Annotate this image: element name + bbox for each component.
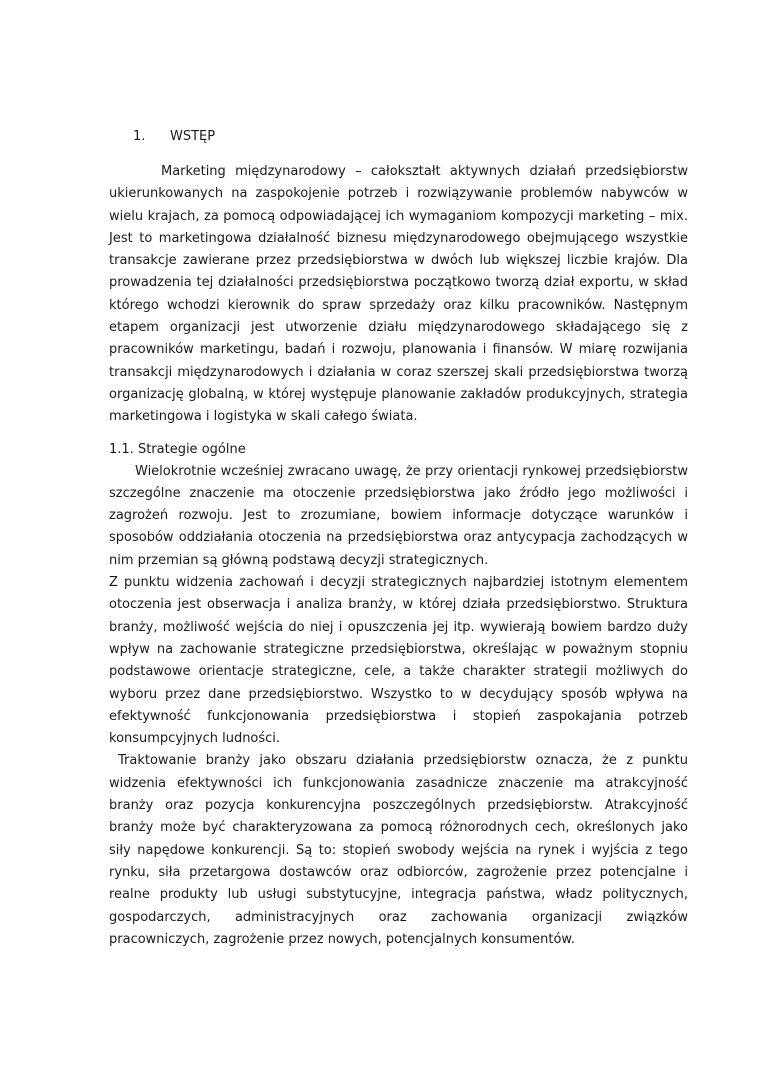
paragraph-strategy-3: Traktowanie branży jako obszaru działania przedsiębiorstw oznacza, że z punktu widzenia efektywności ich funkcjonowania zasadnicze znaczenie ma atrakcyjność branży oraz pozycja konkurencyjna poszczególnych przedsiębiorstw. Atrakcyjność branży może być charakteryzowana za pomocą różnorodnych cech, określonych jako siły napędowe konkurencji. Są to: stopień swobody wejścia na rynek i wyjścia z tego rynku, siła przetargowa dostawców oraz odbiorców, zagrożenie przez potencjalne i realne produkty lub usługi substytucyjne, integracja państwa, władz politycznych, gospodarczych, administracyjnych oraz zachowania organizacji związków pracowniczych, zagrożenie przez nowych, potencjalnych konsumentów.: [109, 753, 688, 947]
section-number: 1.: [133, 129, 146, 144]
subsection-heading: 1.1. Strategie ogólne: [109, 441, 246, 457]
paragraph-strategy-2: Z punktu widzenia zachowań i decyzji strategicznych najbardziej istotnym elementem otoczenia jest obserwacja i analiza branży, w której działa przedsiębiorstwo. Struktura branży, możliwość wejścia do niej i opuszczenia jej itp. wywierają bowiem bardzo duży wpływ na zachowanie strategiczne przedsiębiorstwa, określając w poważnym stopniu podstawowe orientacje strategiczne, cele, a także charakter strategii możliwych do wyboru przez dane przedsiębiorstwo. Wszystko to w decydujący sposób wpływa na efektywność funkcjonowania przedsiębiorstwa i stopień zaspokajania potrzeb konsumpcyjnych ludności.: [109, 575, 688, 747]
section-title: WSTĘP: [170, 129, 216, 144]
document-body: [109, 126, 688, 951]
intro-paragraph: Marketing międzynarodowy – całokształt aktywnych działań przedsiębiorstw ukierunkowanych na zaspokojenie potrzeb i rozwiązywanie problemów nabywców w wielu krajach, za pomocą odpowiadającej ich wymaganiom kompozycji marketing – mix. Jest to marketingowa działalność biznesu międzynarodowego obejmującego wszystkie transakcje zawierane przez przedsiębiorstwa w dwóch lub większej liczbie krajów. Dla prowadzenia tej działalności przedsiębiorstwa początkowo tworzą dział exportu, w skład którego wchodzi kierownik do spraw sprzedaży oraz kilku pracowników. Następnym etapem organizacji jest utworzenie działu międzynarodowego składającego się z pracowników marketingu, badań i rozwoju, planowania i finansów. W miarę rozwijania transakcji międzynarodowych i działania w coraz szerszej skali przedsiębiorstwa tworzą organizację globalną, w której występuje planowanie zakładów produkcyjnych, strategia marketingowa i logistyka w skali całego świata.: [109, 164, 688, 425]
section-heading: [133, 126, 688, 148]
paragraph-strategy-1: Wielokrotnie wcześniej zwracano uwagę, że przy orientacji rynkowej przedsiębiorstw szczególne znaczenie ma otoczenie przedsiębiorstwa jako źródło jego możliwości i zagrożeń rozwoju. Jest to zrozumiane, bowiem informacje dotyczące warunków i sposobów oddziałania otoczenia na przedsiębiorstwa oraz antycypacja zachodzących w nim przemian są główną podstawą decyzji strategicznych.: [109, 463, 688, 568]
